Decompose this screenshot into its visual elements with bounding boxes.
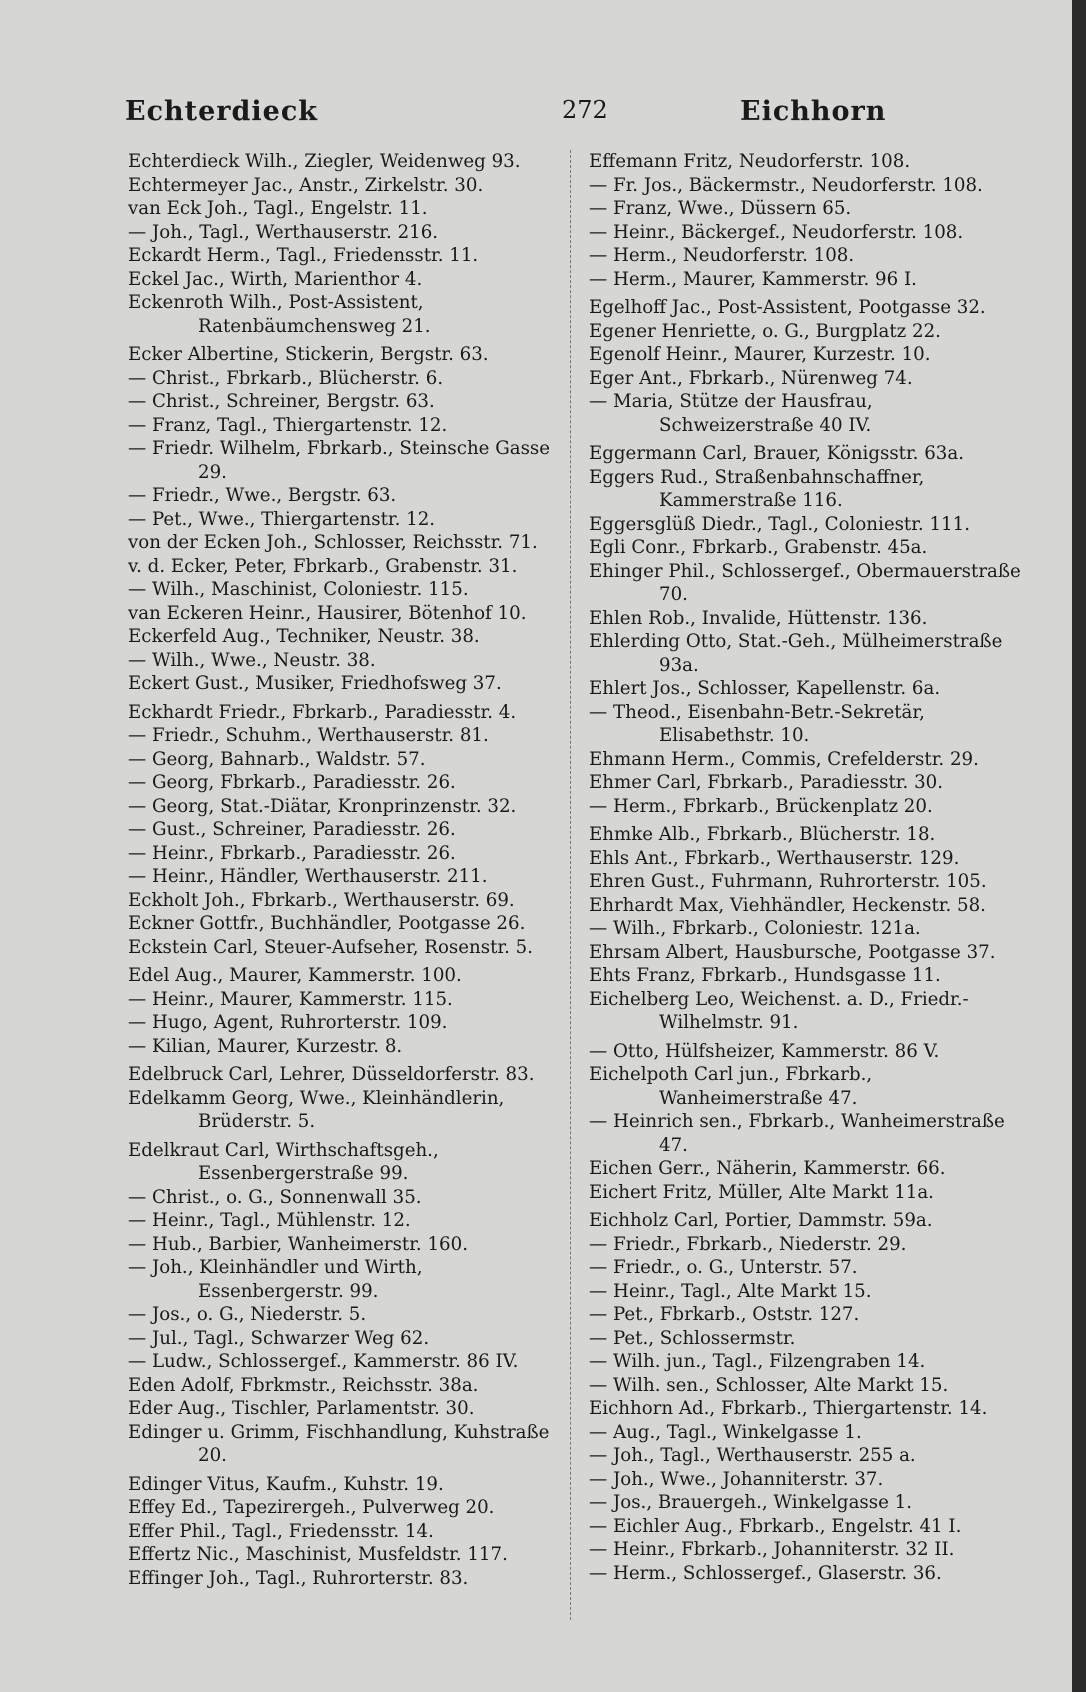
directory-entry: Ehmer Carl, Fbrkarb., Paradiesstr. 30. [589, 772, 943, 793]
directory-entry: Eden Adolf, Fbrkmstr., Reichsstr. 38a. [128, 1374, 479, 1396]
directory-entry: — Hub., Barbier, Wanheimerstr. 160. [128, 1233, 468, 1255]
directory-entry: — Heinr., Händler, Werthauserstr. 211. [128, 866, 488, 887]
directory-entry: Edelkamm Georg, Wwe., Kleinhändlerin, Brüderstr. 5. [128, 1087, 505, 1132]
directory-entry: — Aug., Tagl., Winkelgasse 1. [589, 1421, 862, 1443]
directory-entry: Effemann Fritz, Neudorferstr. 108. [589, 151, 911, 172]
directory-entry: van Eck Joh., Tagl., Engelstr. 11. [128, 198, 428, 219]
directory-entry: Eggersglüß Diedr., Tagl., Coloniestr. 111. [589, 513, 970, 535]
directory-entry: — Herm., Neudorferstr. 108. [589, 245, 855, 266]
directory-entry: — Christ., Schreiner, Bergstr. 63. [128, 391, 435, 412]
directory-entry: — Friedr. Wilhelm, Fbrkarb., Steinsche Gasse 29. [128, 438, 551, 483]
directory-entry: Egener Henriette, o. G., Burgplatz 22. [589, 320, 941, 342]
directory-entry: — Wilh., Wwe., Neustr. 38. [128, 649, 376, 671]
directory-entry: — Joh., Kleinhändler und Wirth, Essenbergerstr. 99. [128, 1257, 423, 1302]
directory-entry: — Kilian, Maurer, Kurzestr. 8. [128, 1035, 403, 1057]
directory-entry: Eggermann Carl, Brauer, Königsstr. 63a. [589, 443, 965, 464]
directory-entry: — Heinr., Bäckergef., Neudorferstr. 108. [589, 221, 964, 243]
directory-entry: — Jul., Tagl., Schwarzer Weg 62. [128, 1327, 430, 1349]
page-number: 272 [562, 96, 608, 124]
directory-entry: — Heinr., Tagl., Alte Markt 15. [589, 1280, 872, 1302]
directory-entry: — Theod., Eisenbahn-Betr.-Sekretär, Elisabethstr. 10. [589, 701, 925, 746]
directory-entry: Eder Aug., Tischler, Parlamentstr. 30. [128, 1398, 475, 1419]
directory-entry: Ehts Franz, Fbrkarb., Hundsgasse 11. [589, 965, 941, 986]
directory-entry: — Heinr., Fbrkarb., Johanniterstr. 32 II. [589, 1539, 955, 1560]
directory-entry: Eichelpoth Carl jun., Fbrkarb., Wanheimerstraße 47. [589, 1064, 873, 1109]
directory-entry: — Herm., Schlossergef., Glaserstr. 36. [589, 1562, 942, 1584]
directory-entry: Eichelberg Leo, Weichenst. a. D., Friedr.-Wilhelmstr. 91. [589, 988, 969, 1033]
directory-entry: — Jos., o. G., Niederstr. 5. [128, 1304, 367, 1325]
directory-entry: Effey Ed., Tapezirergeh., Pulverweg 20. [128, 1497, 495, 1518]
directory-entry: — Franz, Wwe., Düssern 65. [589, 198, 852, 219]
directory-entry: v. d. Ecker, Peter, Fbrkarb., Grabenstr. 31. [128, 555, 518, 577]
directory-entry: Egli Conr., Fbrkarb., Grabenstr. 45a. [589, 537, 928, 558]
directory-entry: Echterdieck Wilh., Ziegler, Weidenweg 93. [128, 151, 521, 172]
directory-entry: Eichert Fritz, Müller, Alte Markt 11a. [589, 1181, 934, 1203]
directory-entry: Eckner Gottfr., Buchhändler, Pootgasse 26. [128, 913, 526, 934]
directory-entry: — Heinr., Fbrkarb., Paradiesstr. 26. [128, 842, 456, 864]
directory-entry: — Georg, Fbrkarb., Paradiesstr. 26. [128, 772, 456, 793]
directory-entry: Eckenroth Wilh., Post-Assistent, Ratenbäumchensweg 21. [128, 292, 431, 337]
directory-entry: Ehinger Phil., Schlossergef., Obermauerstraße 70. [589, 560, 1021, 605]
directory-entry: von der Ecken Joh., Schlosser, Reichsstr. 71. [128, 532, 538, 553]
directory-entry: — Friedr., Fbrkarb., Niederstr. 29. [589, 1233, 907, 1255]
directory-entry: Eckholt Joh., Fbrkarb., Werthauserstr. 69. [128, 889, 515, 911]
directory-entry: — Eichler Aug., Fbrkarb., Engelstr. 41 I. [589, 1515, 962, 1537]
directory-entry: — Joh., Tagl., Werthauserstr. 255 a. [589, 1445, 916, 1466]
directory-entry: — Christ., o. G., Sonnenwall 35. [128, 1186, 422, 1208]
directory-entry: Eckel Jac., Wirth, Marienthor 4. [128, 268, 423, 290]
directory-entry: Edelkraut Carl, Wirthschaftsgeh., Essenbergerstraße 99. [128, 1139, 439, 1184]
directory-entry: Eckardt Herm., Tagl., Friedensstr. 11. [128, 245, 479, 266]
header-left-word: Echterdieck [125, 96, 318, 127]
directory-entry: — Wilh., Fbrkarb., Coloniestr. 121a. [589, 918, 921, 939]
directory-entry: van Eckeren Heinr., Hausirer, Bötenhof 10. [128, 602, 527, 624]
running-header [125, 96, 887, 130]
directory-entry: Ehrsam Albert, Hausbursche, Pootgasse 37. [589, 941, 996, 963]
directory-entry: Eichhorn Ad., Fbrkarb., Thiergartenstr. 14. [589, 1398, 988, 1419]
directory-entry: Egenolf Heinr., Maurer, Kurzestr. 10. [589, 344, 931, 365]
directory-entry: — Herm., Maurer, Kammerstr. 96 I. [589, 268, 917, 290]
directory-entry: Ecker Albertine, Stickerin, Bergstr. 63. [128, 344, 489, 365]
directory-entry: — Pet., Schlossermstr. [589, 1327, 796, 1349]
directory-entry: — Jos., Brauergeh., Winkelgasse 1. [589, 1492, 912, 1513]
directory-entry: Ehren Gust., Fuhrmann, Ruhrorterstr. 105. [589, 871, 987, 892]
directory-entry: — Pet., Wwe., Thiergartenstr. 12. [128, 508, 436, 530]
right-column [589, 150, 1029, 1585]
directory-entry: Effertz Nic., Maschinist, Musfeldstr. 117. [128, 1544, 508, 1565]
directory-entry: Edinger u. Grimm, Fischhandlung, Kuhstraße 20. [128, 1421, 550, 1466]
directory-entry: — Friedr., o. G., Unterstr. 57. [589, 1257, 858, 1278]
directory-entry: Ehlert Jos., Schlosser, Kapellenstr. 6a. [589, 678, 941, 699]
directory-entry: Eckstein Carl, Steuer-Aufseher, Rosenstr. 5. [128, 936, 533, 958]
directory-entry: — Heinr., Maurer, Kammerstr. 115. [128, 988, 453, 1010]
directory-entry: — Wilh. jun., Tagl., Filzengraben 14. [589, 1351, 926, 1372]
page-edge-shadow [1072, 0, 1086, 1692]
directory-entry: — Otto, Hülfsheizer, Kammerstr. 86 V. [589, 1040, 940, 1062]
directory-entry: Ehlen Rob., Invalide, Hüttenstr. 136. [589, 607, 928, 629]
directory-entry: Ehrhardt Max, Viehhändler, Heckenstr. 58. [589, 894, 986, 916]
directory-entry: Echtermeyer Jac., Anstr., Zirkelstr. 30. [128, 174, 484, 196]
directory-entry: — Georg, Bahnarb., Waldstr. 57. [128, 748, 426, 770]
directory-entry: Edelbruck Carl, Lehrer, Düsseldorferstr. 83. [128, 1064, 535, 1085]
directory-entry: Eckerfeld Aug., Techniker, Neustr. 38. [128, 626, 480, 647]
directory-entry: Eckert Gust., Musiker, Friedhofsweg 37. [128, 673, 502, 694]
column-divider [570, 150, 572, 1620]
directory-entry: Eckhardt Friedr., Fbrkarb., Paradiesstr. 4. [128, 701, 517, 723]
directory-entry: — Wilh., Maschinist, Coloniestr. 115. [128, 579, 469, 600]
directory-entry: Ehmke Alb., Fbrkarb., Blücherstr. 18. [589, 824, 936, 845]
directory-entry: Eggers Rud., Straßenbahnschaffner, Kammerstraße 116. [589, 466, 925, 511]
directory-entry: Eichholz Carl, Portier, Dammstr. 59a. [589, 1210, 933, 1231]
directory-entry: Ehls Ant., Fbrkarb., Werthauserstr. 129. [589, 847, 960, 869]
directory-entry: Effinger Joh., Tagl., Ruhrorterstr. 83. [128, 1567, 469, 1589]
directory-entry: Ehmann Herm., Commis, Crefelderstr. 29. [589, 748, 979, 770]
directory-entry: — Friedr., Schuhm., Werthauserstr. 81. [128, 725, 489, 746]
directory-entry: — Christ., Fbrkarb., Blücherstr. 6. [128, 367, 444, 389]
directory-entry: — Franz, Tagl., Thiergartenstr. 12. [128, 414, 448, 436]
directory-entry: — Pet., Fbrkarb., Oststr. 127. [589, 1304, 860, 1325]
directory-entry: Edel Aug., Maurer, Kammerstr. 100. [128, 965, 462, 986]
directory-entry: — Ludw., Schlossergef., Kammerstr. 86 IV. [128, 1351, 519, 1372]
directory-entry: Eichen Gerr., Näherin, Kammerstr. 66. [589, 1158, 946, 1179]
directory-entry: — Heinr., Tagl., Mühlenstr. 12. [128, 1210, 411, 1231]
directory-entry: Effer Phil., Tagl., Friedensstr. 14. [128, 1520, 434, 1542]
directory-entry: — Heinrich sen., Fbrkarb., Wanheimerstraße 47. [589, 1111, 1005, 1156]
directory-entry: — Joh., Wwe., Johanniterstr. 37. [589, 1468, 884, 1490]
directory-entry: Egelhoff Jac., Post-Assistent, Pootgasse 32. [589, 297, 986, 318]
directory-entry: — Hugo, Agent, Ruhrorterstr. 109. [128, 1012, 448, 1033]
left-column [128, 150, 568, 1590]
directory-entry: — Fr. Jos., Bäckermstr., Neudorferstr. 108. [589, 174, 983, 196]
directory-entry: Edinger Vitus, Kaufm., Kuhstr. 19. [128, 1473, 444, 1495]
directory-entry: — Friedr., Wwe., Bergstr. 63. [128, 485, 397, 506]
directory-entry: Eger Ant., Fbrkarb., Nürenweg 74. [589, 367, 913, 389]
directory-entry: — Joh., Tagl., Werthauserstr. 216. [128, 221, 439, 243]
directory-entry: — Wilh. sen., Schlosser, Alte Markt 15. [589, 1374, 949, 1396]
header-right-word: Eichhorn [740, 96, 887, 127]
directory-entry: Ehlerding Otto, Stat.-Geh., Mülheimerstraße 93a. [589, 631, 1003, 676]
directory-entry: — Herm., Fbrkarb., Brückenplatz 20. [589, 795, 933, 817]
directory-entry: — Maria, Stütze der Hausfrau, Schweizerstraße 40 IV. [589, 391, 873, 436]
directory-entry: — Georg, Stat.-Diätar, Kronprinzenstr. 32. [128, 795, 517, 817]
directory-entry: — Gust., Schreiner, Paradiesstr. 26. [128, 819, 456, 840]
